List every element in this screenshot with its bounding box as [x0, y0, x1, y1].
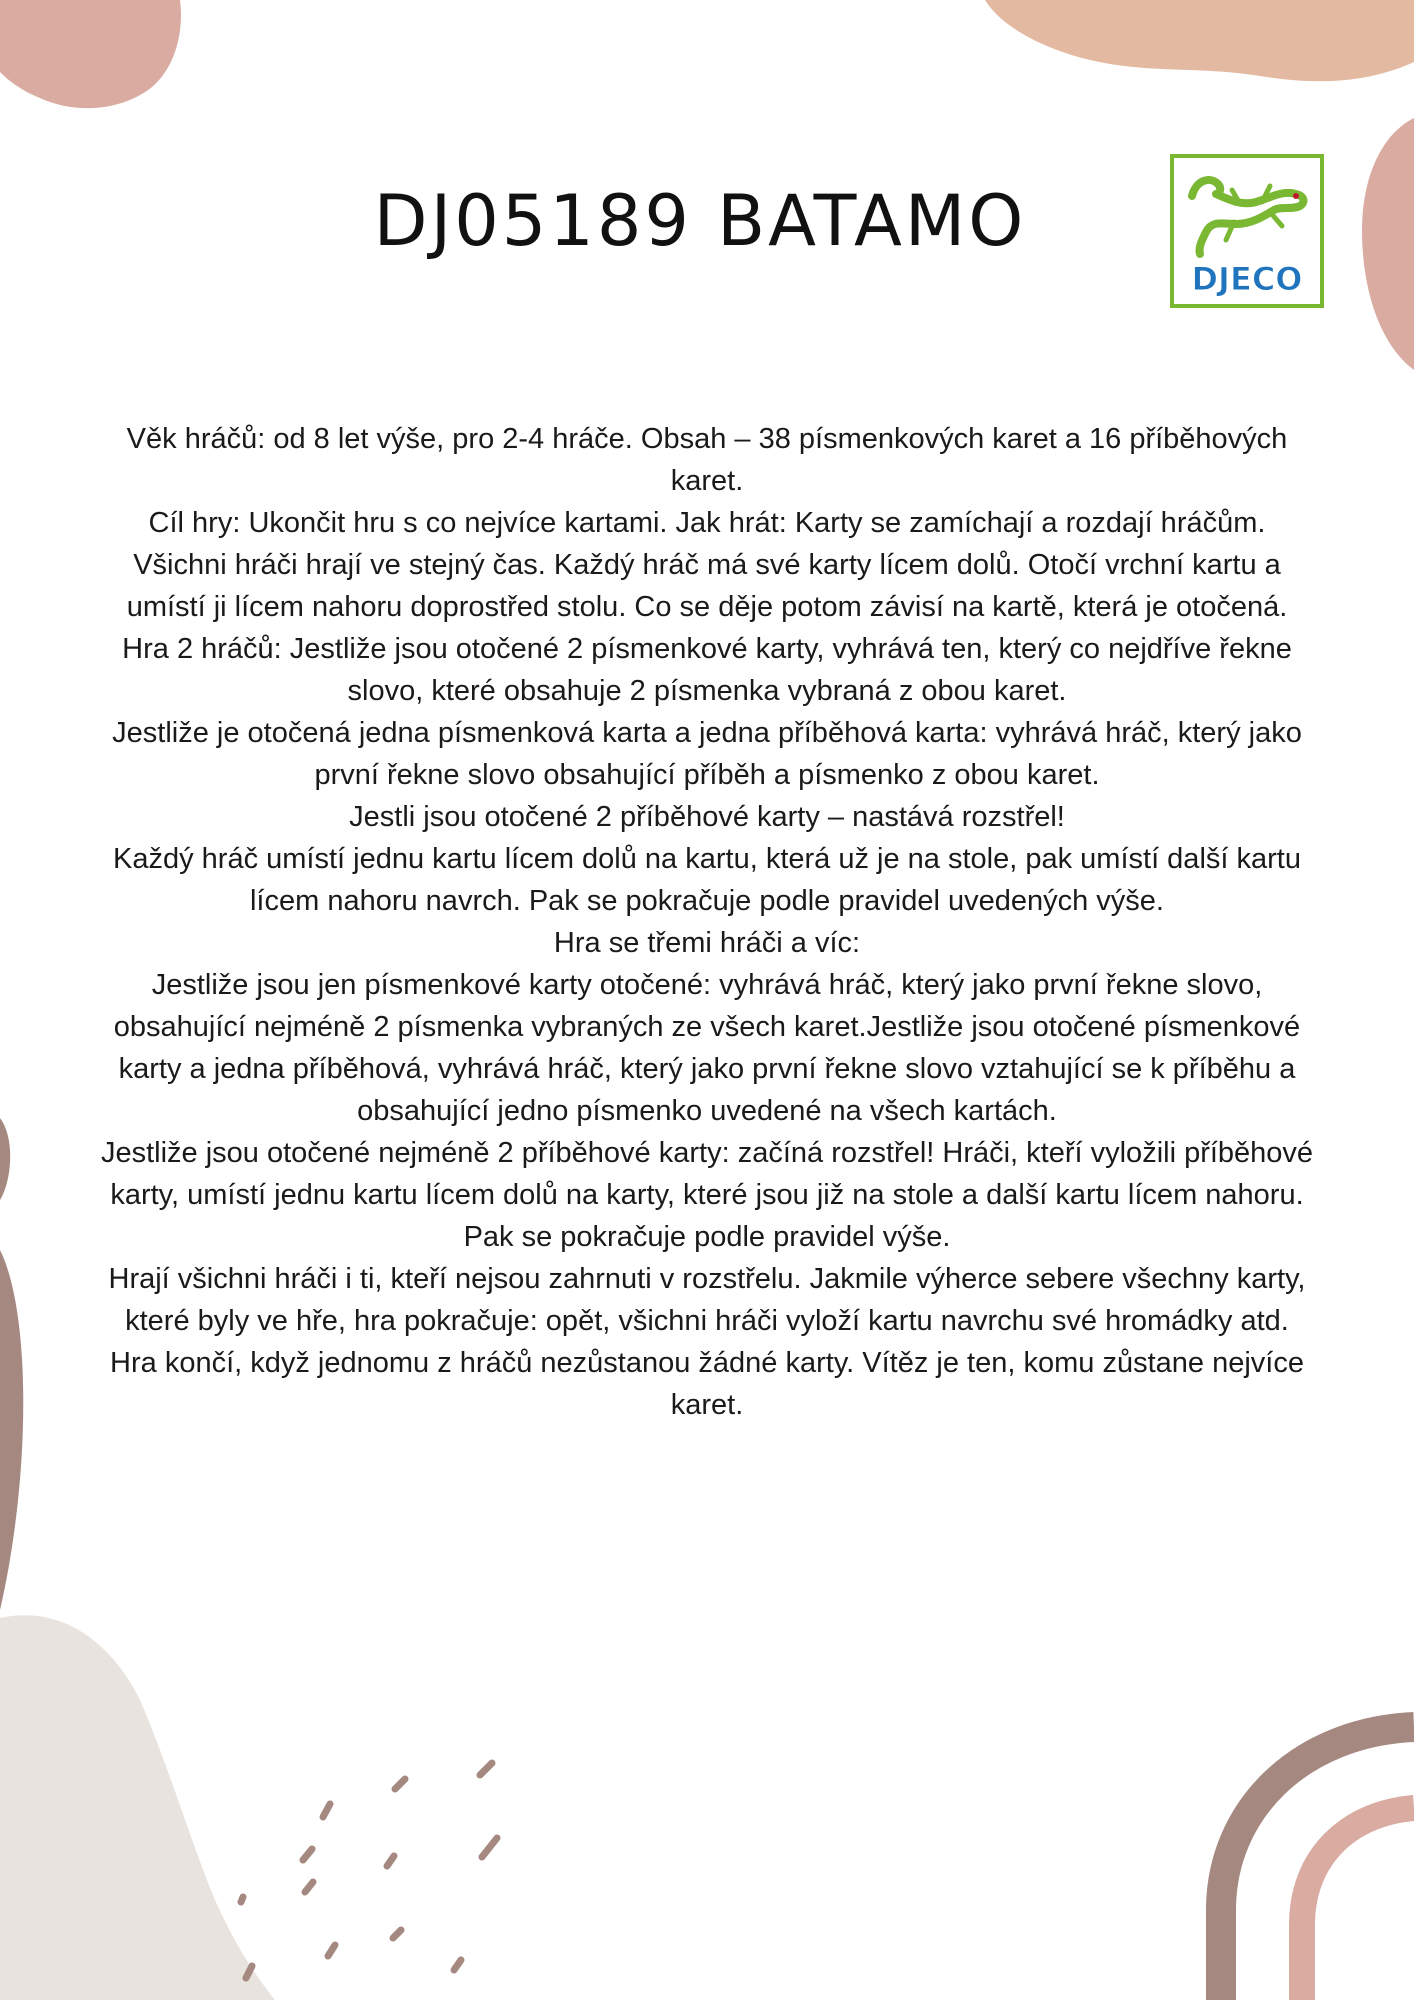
rules-text	[100, 418, 1314, 1426]
paragraph-three-players: Hra se třemi hráči a víc:	[553, 927, 861, 959]
right-side-blob	[1362, 118, 1414, 370]
svg-text:DJECO: DJECO	[1191, 260, 1303, 298]
rainbow-inner-arc	[1302, 1808, 1414, 2000]
paragraph-letter-cards: Jestliže jsou jen písmenkové karty otočené: vyhrává hráč, který jako první řekne slovo, obsahující nejméně 2 písmenka vybraných ze všech karet.Jestliže jsou otočené písmenkové karty a jedna příběhová, vyhrává hráč, který jako první řekne slovo vztahující se k příběhu a obsahující jedno písmenko uvedené na všech kartách.	[113, 969, 1301, 1127]
paragraph-age: Věk hráčů: od 8 let výše, pro 2-4 hráče. Obsah – 38 písmenkových karet a 16 příběhových karet.	[126, 423, 1288, 497]
paragraph-shootout-rules: Každý hráč umístí jednu kartu lícem dolů na kartu, která už je na stole, pak umístí další kartu lícem nahoru navrch. Pak se pokračuje podle pravidel uvedených výše.	[113, 843, 1301, 917]
paragraph-all-play: Hrají všichni hráči i ti, kteří nejsou zahrnuti v rozstřelu. Jakmile výherce sebere všechny karty, které byly ve hře, hra pokračuje: opět, všichni hráči vyloží kartu navrchu své hromádky atd.	[108, 1263, 1306, 1337]
decorative-dashes	[241, 1763, 497, 1978]
left-side-arc-lower	[0, 1250, 23, 1610]
paragraph-shootout: Jestli jsou otočené 2 příběhové karty – nastává rozstřel!	[349, 801, 1065, 833]
paragraph-end: Hra končí, když jednomu z hráčů nezůstanou žádné karty. Vítěz je ten, komu zůstane nejvíce karet.	[110, 1347, 1304, 1421]
paragraph-story-cards: Jestliže jsou otočené nejméně 2 příběhové karty: začíná rozstřel! Hráči, kteří vyložili příběhové karty, umístí jednu kartu lícem dolů na karty, které jsou již na stole a další kartu lícem nahoru. Pak se pokračuje podle pravidel výše.	[100, 1137, 1314, 1253]
djeco-logo	[1170, 154, 1324, 308]
paragraph-two-players: Hra 2 hráčů: Jestliže jsou otočené 2 písmenkové karty, vyhrává ten, který co nejdříve řekne slovo, které obsahuje 2 písmenka vybraná z obou karet.	[122, 633, 1292, 707]
bottom-left-blob	[0, 1615, 275, 2000]
page-title: DJ05189 BATAMO	[373, 180, 1027, 262]
paragraph-goal: Cíl hry: Ukončit hru s co nejvíce kartami. Jak hrát: Karty se zamíchají a rozdají hráčům. Všichni hráči hrají ve stejný čas. Každý hráč má své karty lícem dolů. Otočí vrchní kartu a umístí ji lícem nahoru doprostřed stolu. Co se děje potom závisí na kartě, která je otočená.	[126, 507, 1288, 623]
top-right-blob	[985, 0, 1414, 81]
top-left-blob	[0, 0, 181, 108]
paragraph-letter-story: Jestliže je otočená jedna písmenková karta a jedna příběhová karta: vyhrává hráč, který jako první řekne slovo obsahující příběh a písmenko z obou karet.	[112, 717, 1302, 791]
left-side-arc	[0, 1118, 10, 1200]
